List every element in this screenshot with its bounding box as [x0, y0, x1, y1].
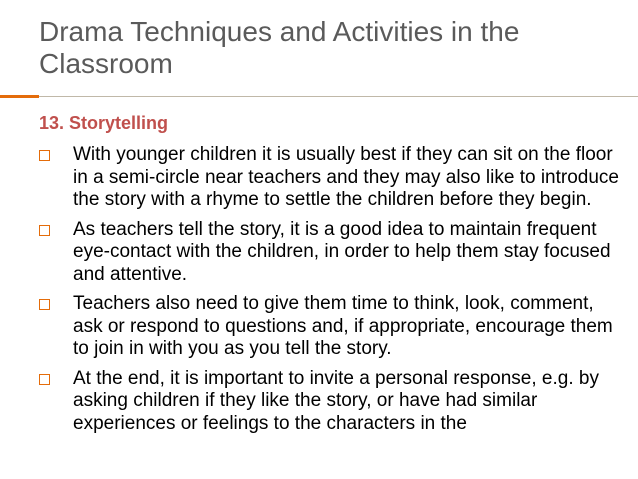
bullet-item	[39, 368, 619, 436]
square-bullet-icon	[39, 150, 50, 161]
title-divider	[39, 96, 638, 97]
slide-title: Drama Techniques and Activities in the Classroom	[39, 16, 520, 79]
title-accent-bar	[0, 95, 39, 98]
square-bullet-icon	[39, 299, 50, 310]
bullet-list	[39, 144, 619, 442]
bullet-item	[39, 144, 619, 212]
bullet-text: With younger children it is usually best if they can sit on the floor in a semi-circle near teachers and they may also like to introduce the story with a rhyme to settle the children before they begin.	[73, 144, 619, 210]
bullet-text: Teachers also need to give them time to think, look, comment, ask or respond to questions and, if appropriate, encourage them to join in with you as you tell the story.	[73, 293, 613, 359]
square-bullet-icon	[39, 374, 50, 385]
square-bullet-icon	[39, 225, 50, 236]
bullet-item	[39, 219, 619, 287]
section-heading: 13. Storytelling	[39, 113, 169, 133]
bullet-text: At the end, it is important to invite a personal response, e.g. by asking children if they like the story, or have had similar experiences or feelings to the characters in the	[73, 367, 599, 434]
bullet-item	[39, 293, 619, 361]
bullet-text: As teachers tell the story, it is a good idea to maintain frequent eye-contact with the children, in order to help them stay focused and attentive.	[73, 218, 611, 285]
